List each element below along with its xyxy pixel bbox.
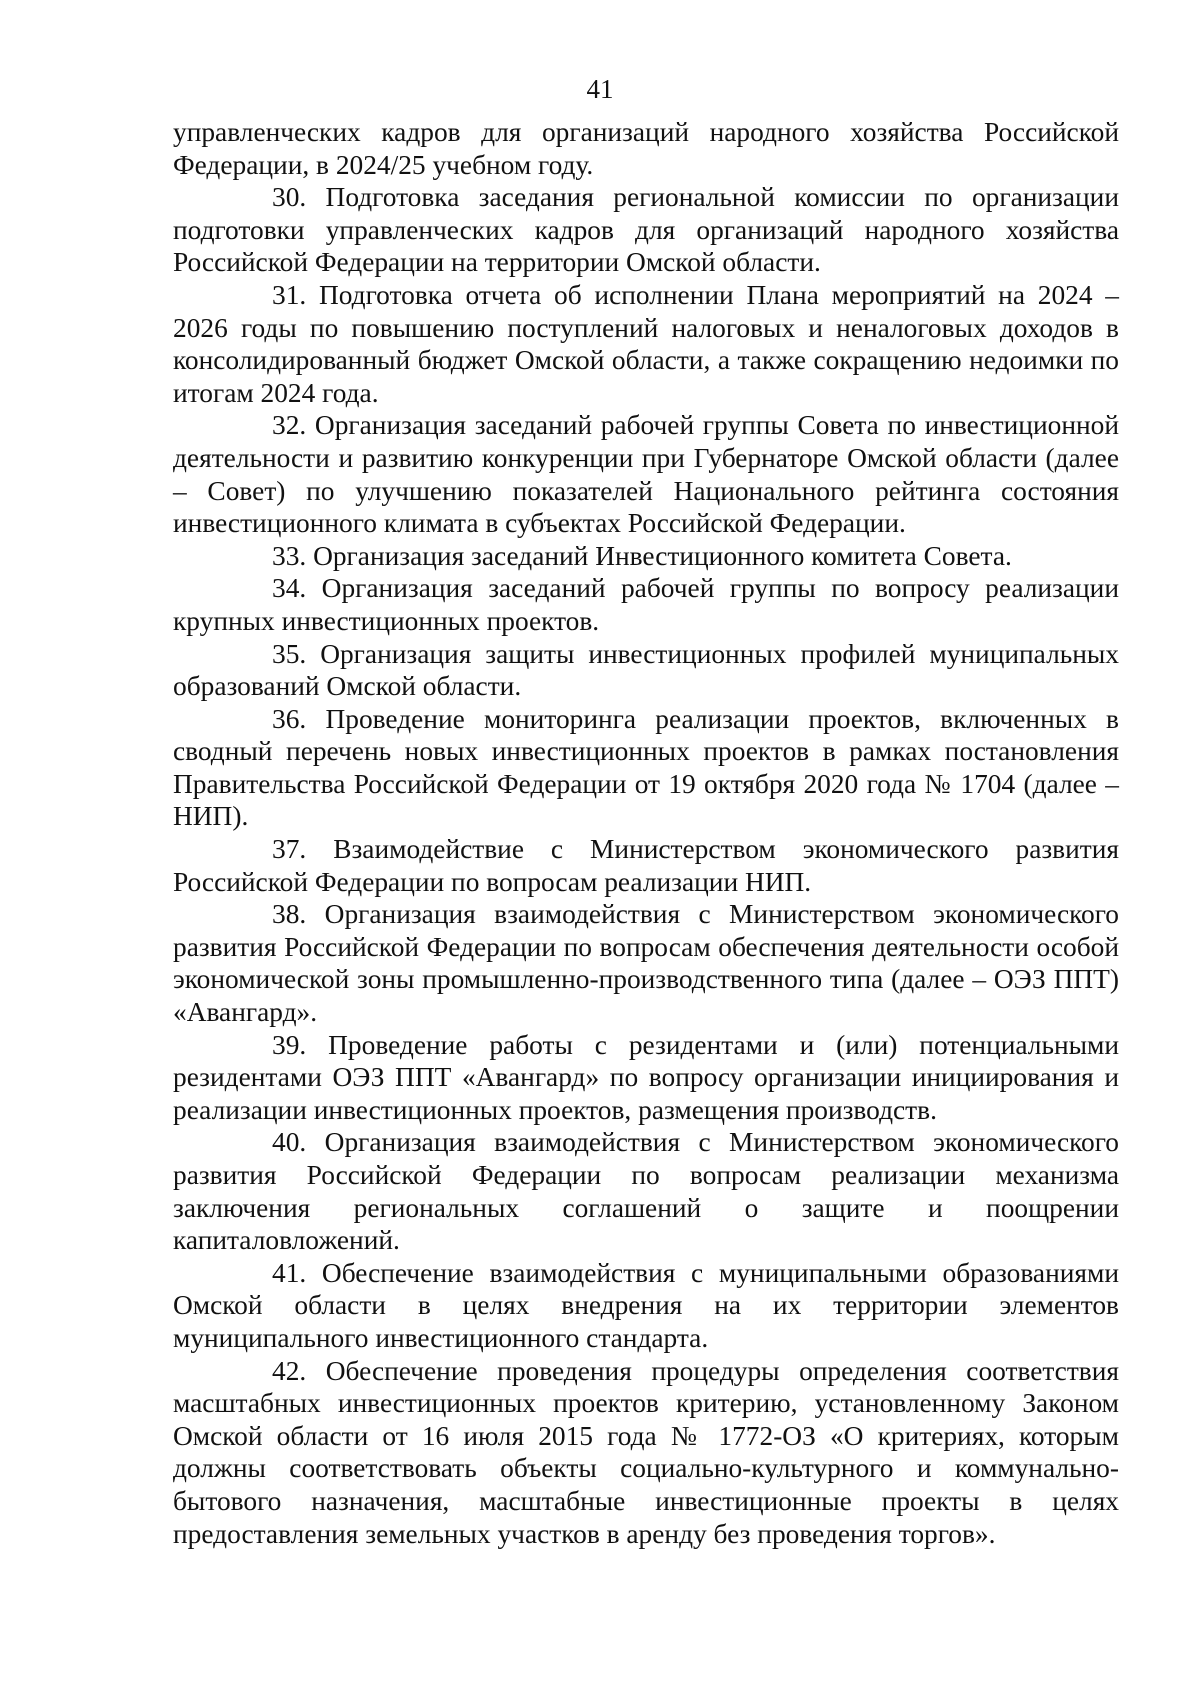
list-item-35: 35. Организация защиты инвестиционных профилей муниципальных образований Омской области. (173, 638, 1119, 702)
list-item-42: 42. Обеспечение проведения процедуры определения соответствия масштабных инвестиционных проектов критерию, установленному Законом Омской области от 16 июля 2015 года № 1772-ОЗ «О критериях, которым должны соответствовать объекты социально-культурного и коммунально-бытового назначения, масштабные инвестиционные проекты в целях предоставления земельных участков в аренду без проведения торгов». (173, 1355, 1119, 1549)
list-item-34: 34. Организация заседаний рабочей группы по вопросу реализации крупных инвестиционных проектов. (173, 573, 1119, 636)
list-item-33: 33. Организация заседаний Инвестиционного комитета Совета. (272, 540, 1012, 571)
list-item-30: 30. Подготовка заседания региональной комиссии по организации подготовки управленческих кадров для организаций народного хозяйства Российской Федерации на территории Омской области. (173, 182, 1119, 278)
list-item-40: 40. Организация взаимодействия с Министерством экономического развития Российской Федерации по вопросам реализации механизма заключения региональных соглашений о защите и поощрении капиталовложений. (173, 1127, 1119, 1256)
document-body (173, 116, 1119, 1550)
list-item-38: 38. Организация взаимодействия с Министерством экономического развития Российской Федерации по вопросам обеспечения деятельности особой экономической зоны промышленно-производственного типа (далее – ОЭЗ ППТ) «Авангард». (173, 899, 1119, 1028)
list-item-32: 32. Организация заседаний рабочей группы Совета по инвестиционной деятельности и развитию конкуренции при Губернаторе Омской области (далее – Совет) по улучшению показателей Национального рейтинга состояния инвестиционного климата в субъектах Российской Федерации. (173, 410, 1119, 539)
list-item-41: 41. Обеспечение взаимодействия с муниципальными образованиями Омской области в целях внедрения на их территории элементов муниципального инвестиционного стандарта. (173, 1257, 1119, 1353)
page-number: 41 (586, 74, 614, 104)
list-item-39: 39. Проведение работы с резидентами и (или) потенциальными резидентами ОЭЗ ППТ «Авангард» по вопросу организации инициирования и реализации инвестиционных проектов, размещения производств. (173, 1029, 1119, 1125)
list-item-37: 37. Взаимодействие с Министерством экономического развития Российской Федерации по вопросам реализации НИП. (173, 834, 1119, 897)
paragraph-continuation: управленческих кадров для организаций народного хозяйства Российской Федерации, в 2024/25 учебном году. (173, 117, 1119, 180)
list-item-36: 36. Проведение мониторинга реализации проектов, включенных в сводный перечень новых инвестиционных проектов в рамках постановления Правительства Российской Федерации от 19 октября 2020 года № 1704 (далее – НИП). (173, 703, 1119, 832)
list-item-31: 31. Подготовка отчета об исполнении Плана мероприятий на 2024 – 2026 годы по повышению поступлений налоговых и неналоговых доходов в консолидированный бюджет Омской области, а также сокращению недоимки по итогам 2024 года. (173, 279, 1119, 408)
